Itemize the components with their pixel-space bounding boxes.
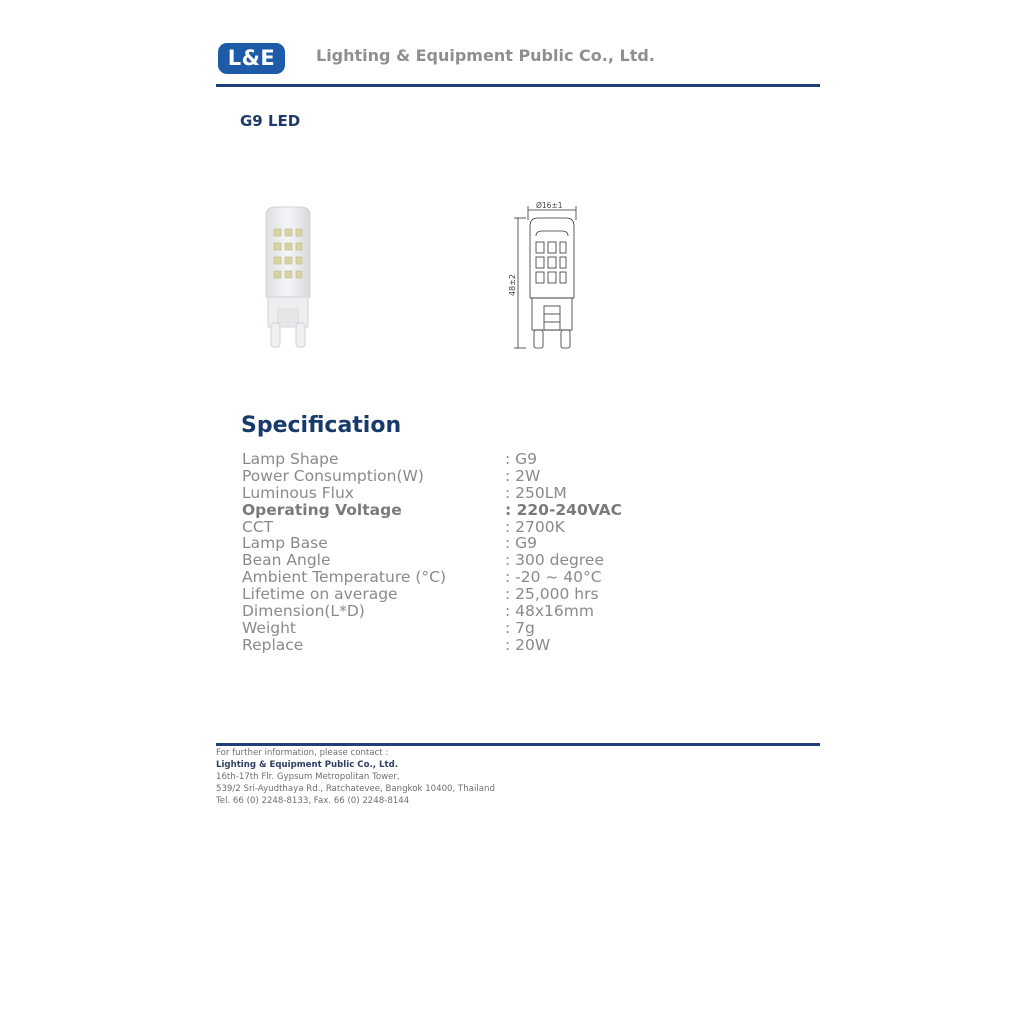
spec-label: Power Consumption(W) — [242, 466, 424, 485]
spec-label: Weight — [242, 618, 297, 637]
spec-row-luminous-flux — [242, 485, 662, 502]
spec-value: : 20W — [505, 635, 551, 654]
spec-label: CCT — [242, 517, 274, 536]
spec-label: Lamp Base — [242, 534, 328, 553]
spec-label: Ambient Temperature (°C) — [242, 568, 446, 587]
height-label: 48±2 — [508, 274, 517, 296]
spec-label: Lamp Shape — [242, 450, 339, 468]
specification-table — [242, 451, 662, 654]
spec-label: Operating Voltage — [242, 500, 402, 519]
spec-row-weight — [242, 620, 662, 637]
spec-row-lamp-base — [242, 535, 662, 552]
spec-label: Bean Angle — [242, 551, 331, 570]
company-name: Lighting & Equipment Public Co., Ltd. — [316, 46, 655, 65]
spec-value: : G9 — [505, 534, 538, 553]
spec-row-lamp-shape — [242, 451, 662, 468]
lamp-photo — [258, 205, 318, 350]
spec-row-replace — [242, 637, 662, 654]
contact-footer — [216, 747, 495, 807]
spec-value: : 220-240VAC — [505, 500, 623, 519]
spec-row-operating-voltage — [242, 502, 662, 519]
spec-row-dimension — [242, 603, 662, 620]
spec-label: Dimension(L*D) — [242, 602, 365, 621]
spec-value: : 7g — [505, 618, 535, 637]
spec-row-ambient-temperature — [242, 569, 662, 586]
spec-value: : -20 ~ 40°C — [505, 568, 602, 587]
spec-value: : 250LM — [505, 483, 567, 502]
spec-value: : G9 — [505, 450, 538, 468]
spec-label: Replace — [242, 635, 304, 654]
spec-value: : 300 degree — [505, 551, 604, 570]
header-divider — [216, 84, 820, 87]
spec-value: : 48x16mm — [505, 602, 594, 621]
product-title: G9 LED — [240, 112, 301, 130]
spec-value: : 2700K — [505, 517, 565, 536]
spec-label: Lifetime on average — [242, 585, 398, 604]
diameter-label: Ø16±1 — [536, 201, 563, 210]
dimension-drawing — [506, 198, 586, 354]
spec-row-lifetime — [242, 586, 662, 603]
footer-address-line-2: 539/2 Sri-Ayudthaya Rd., Ratchatevee, Bangkok 10400, Thailand — [216, 784, 495, 794]
footer-phone-fax: Tel. 66 (0) 2248-8133, Fax. 66 (0) 2248-8144 — [216, 796, 410, 806]
footer-divider — [216, 743, 820, 746]
spec-row-power-consumption — [242, 468, 662, 485]
company-logo: L&E — [218, 43, 285, 74]
specification-heading: Specification — [241, 413, 402, 438]
footer-address-line-1: 16th-17th Flr. Gypsum Metropolitan Tower, — [216, 772, 400, 782]
footer-contact-intro: For further information, please contact : — [216, 748, 389, 758]
spec-label: Luminous Flux — [242, 483, 354, 502]
spec-value: : 25,000 hrs — [505, 585, 599, 604]
footer-company-name: Lighting & Equipment Public Co., Ltd. — [216, 760, 399, 770]
spec-row-beam-angle — [242, 552, 662, 569]
spec-row-cct — [242, 519, 662, 536]
spec-value: : 2W — [505, 466, 541, 485]
